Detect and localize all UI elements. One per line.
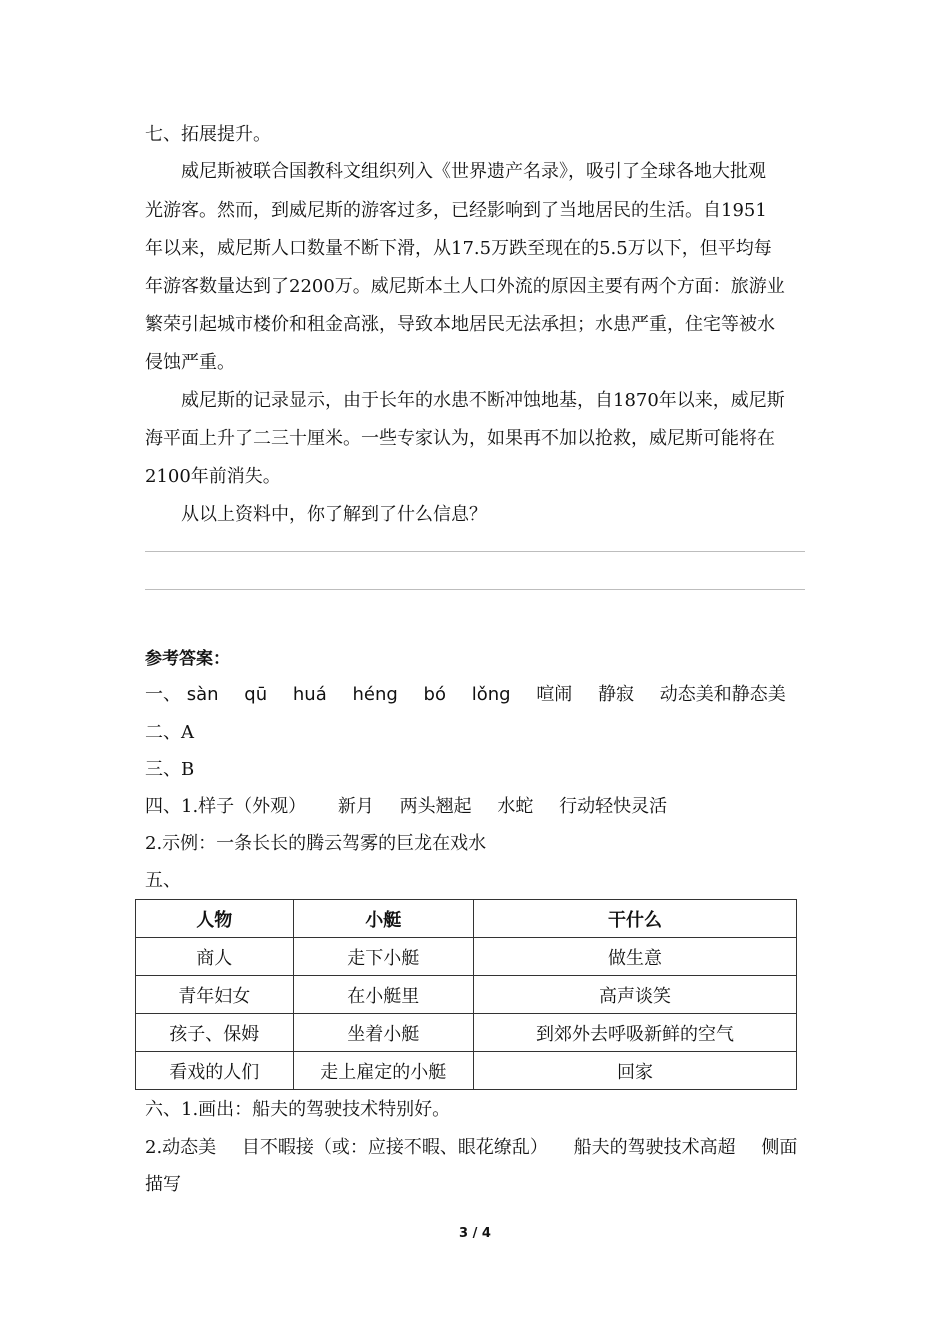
answers-title: 参考答案： <box>145 649 230 669</box>
answer-2: 二、A <box>145 722 194 743</box>
paragraph-line: 光游客。然而，到威尼斯的游客过多，已经影响到了当地居民的生活。自1951 <box>145 200 767 221</box>
paragraph-line: 繁荣引起城市楼价和租金高涨，导致本地居民无法承担；水患严重，住宅等被水 <box>145 314 775 335</box>
table-cell: 到郊外去呼吸新鲜的空气 <box>474 1014 797 1052</box>
answer-4-line2: 2.示例：一条长长的腾云驾雾的巨龙在戏水 <box>145 833 487 854</box>
table-cell: 高声谈笑 <box>474 976 797 1014</box>
page-number: 3 / 4 <box>459 1226 491 1241</box>
paragraph-line: 侵蚀严重。 <box>145 352 235 373</box>
table-cell: 回家 <box>474 1052 797 1090</box>
table-cell: 做生意 <box>474 938 797 976</box>
table-header: 干什么 <box>474 900 797 938</box>
paragraph-line: 年游客数量达到了2200万。威尼斯本土人口外流的原因主要有两个方面：旅游业 <box>145 276 785 297</box>
table-cell: 看戏的人们 <box>136 1052 294 1090</box>
table-row <box>136 938 797 976</box>
answer-5: 五、 <box>145 870 181 891</box>
table-row <box>136 1052 797 1090</box>
question-text: 从以上资料中，你了解到了什么信息？ <box>181 504 487 525</box>
answer-6-line3: 描写 <box>145 1174 181 1195</box>
answer-blank-line <box>145 551 805 552</box>
paragraph-line: 威尼斯的记录显示，由于长年的水患不断冲蚀地基，自1870年以来，威尼斯 <box>181 390 785 411</box>
table-header: 小艇 <box>293 900 473 938</box>
table-header-row <box>136 900 797 938</box>
paragraph-line: 威尼斯被联合国教科文组织列入《世界遗产名录》，吸引了全球各地大批观 <box>181 161 766 182</box>
table-row <box>136 976 797 1014</box>
table-cell: 走上雇定的小艇 <box>293 1052 473 1090</box>
table-row <box>136 1014 797 1052</box>
table-cell: 孩子、保姆 <box>136 1014 294 1052</box>
answer-3: 三、B <box>145 759 195 780</box>
table-cell: 青年妇女 <box>136 976 294 1014</box>
answer-blank-line <box>145 589 805 590</box>
answer-1: 一、 sàn qū huá héng bó lǒng 喧闹 静寂 动态美和静态美 <box>145 684 786 705</box>
answer-table <box>135 899 797 1090</box>
table-cell: 坐着小艇 <box>293 1014 473 1052</box>
answer-6-line2: 2.动态美 目不暇接（或：应接不暇、眼花缭乱） 船夫的驾驶技术高超 侧面 <box>145 1137 798 1158</box>
paragraph-line: 海平面上升了二三十厘米。一些专家认为，如果再不加以抢救，威尼斯可能将在 <box>145 428 775 449</box>
table-cell: 在小艇里 <box>293 976 473 1014</box>
table-header: 人物 <box>136 900 294 938</box>
table-cell: 商人 <box>136 938 294 976</box>
answer-4-line1: 四、1.样子（外观） 新月 两头翘起 水蛇 行动轻快灵活 <box>145 796 668 817</box>
section-heading: 七、拓展提升。 <box>145 124 271 145</box>
paragraph-line: 2100年前消失。 <box>145 466 281 487</box>
table-cell: 走下小艇 <box>293 938 473 976</box>
paragraph-line: 年以来，威尼斯人口数量不断下滑，从17.5万跌至现在的5.5万以下，但平均每 <box>145 238 772 259</box>
answer-6-line1: 六、1.画出：船夫的驾驶技术特别好。 <box>145 1099 451 1120</box>
